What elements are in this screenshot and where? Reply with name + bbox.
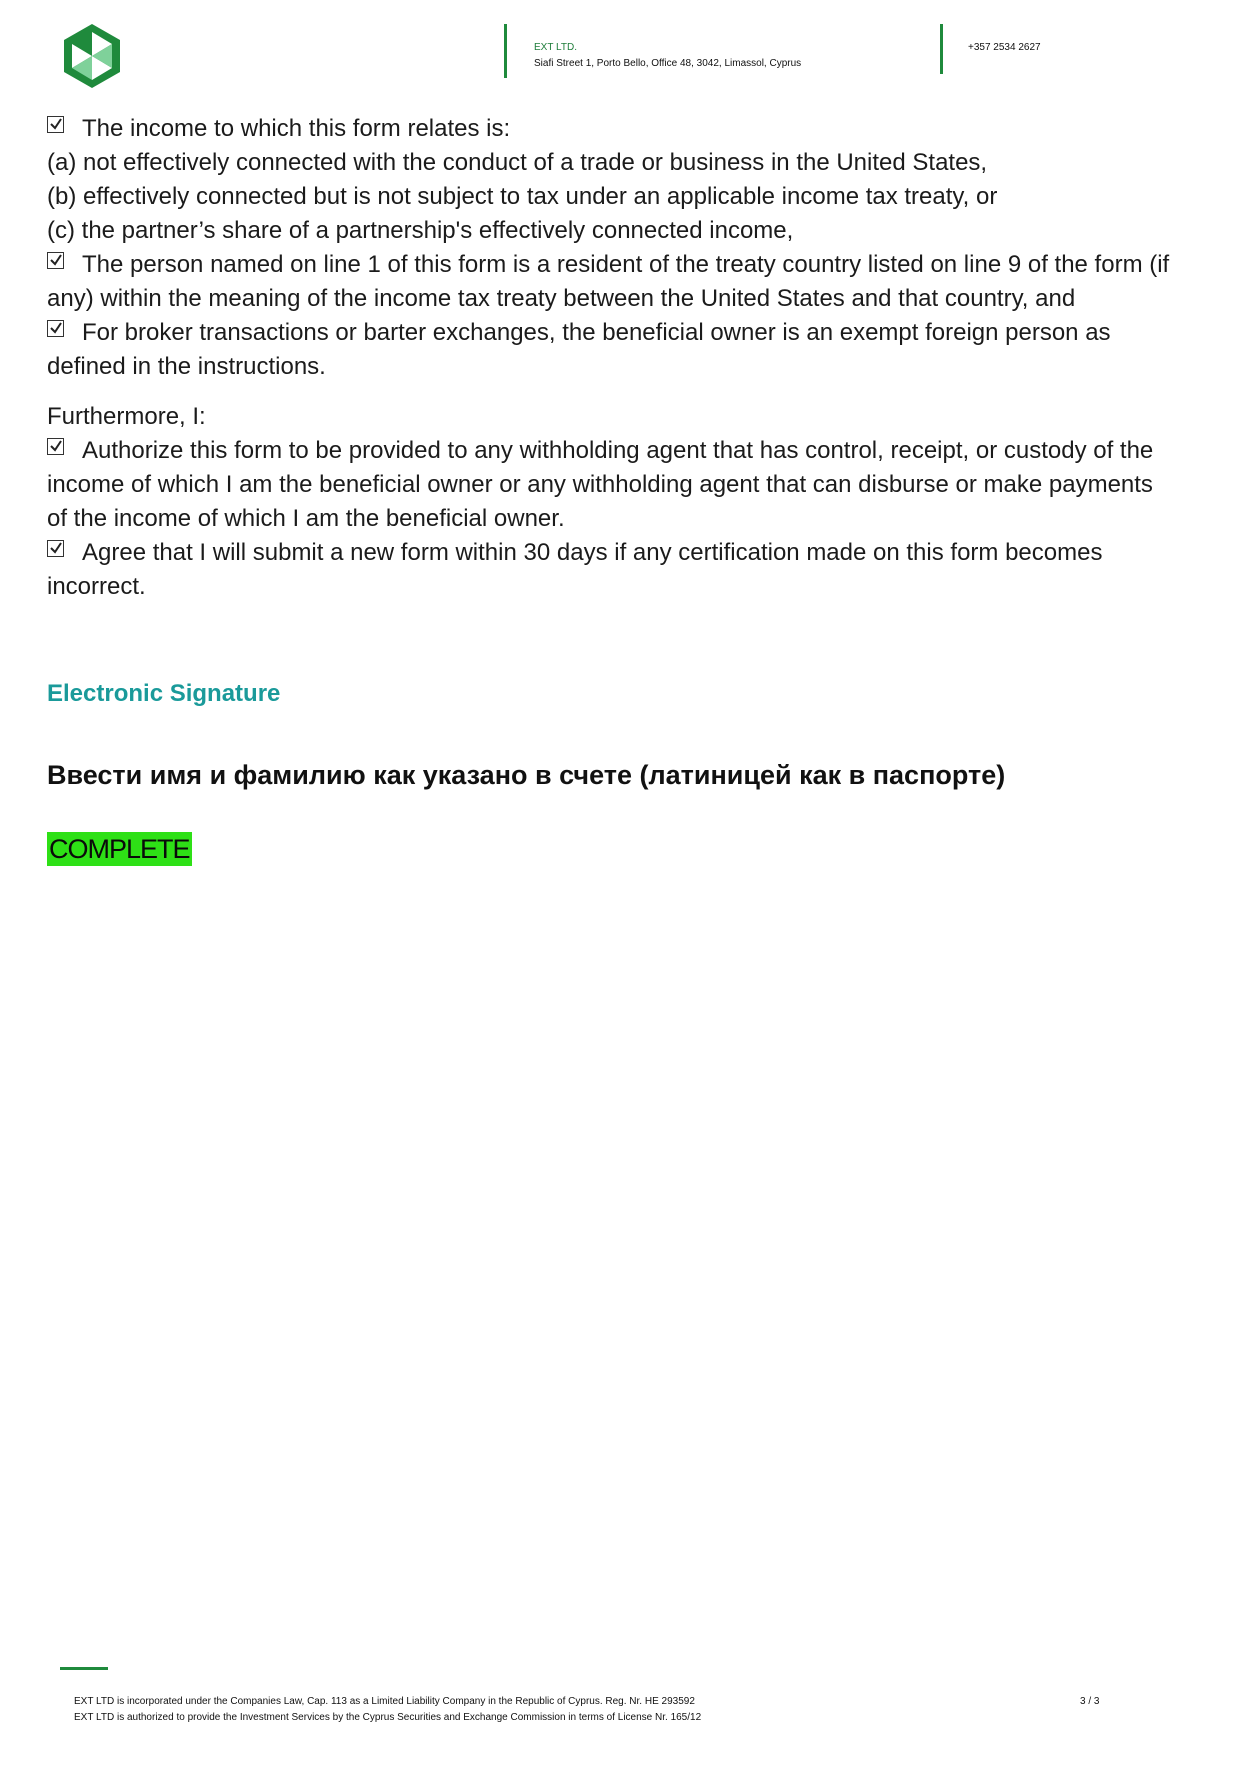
checkbox-checked-icon[interactable] [47,116,64,133]
checkbox-checked-icon[interactable] [47,438,64,455]
footer-legal-line-2: EXT LTD is authorized to provide the Investment Services by the Cyprus Securities and Exchange Commission in terms of License Nr. 165/12 [74,1712,702,1723]
ext-logo-icon [60,22,124,90]
income-option-a: (a) not effectively connected with the conduct of a trade or business in the United States, [47,149,988,176]
company-phone: +357 2534 2627 [968,42,1041,53]
broker-text: For broker transactions or barter exchanges, the beneficial owner is an exempt foreign person as defined in the instructions. [47,319,1111,380]
footer-legal-line-1: EXT LTD is incorporated under the Companies Law, Cap. 113 as a Limited Liability Company in the Republic of Cyprus. Reg. Nr. HE 293592 [74,1696,695,1707]
income-certification [47,112,1177,146]
page-footer [74,1694,701,1726]
resident-text: The person named on line 1 of this form is a resident of the treaty country listed on line 9 of the form (if any) within the meaning of the income tax treaty between the United States and that country, and [47,251,1170,312]
authorize-certification [47,434,1177,536]
resident-certification [47,248,1177,316]
authorize-text: Authorize this form to be provided to any withholding agent that has control, receipt, or custody of the income of which I am the beneficial owner or any withholding agent that can disburse or make payments of the income of which I am the beneficial owner. [47,437,1154,532]
electronic-signature-heading: Electronic Signature [47,680,281,707]
checkbox-checked-icon[interactable] [47,540,64,557]
header-divider [940,24,943,74]
furthermore-heading: Furthermore, I: [47,403,206,430]
certification-section [47,112,1177,604]
header-divider [504,24,507,78]
company-address: Siafi Street 1, Porto Bello, Office 48, 3042, Limassol, Cyprus [534,58,802,69]
agree-certification [47,536,1177,604]
company-name: EXT LTD. [534,42,577,53]
income-intro-text: The income to which this form relates is: [82,115,511,142]
signature-instruction: Ввести имя и фамилию как указано в счете (латиницей как в паспорте) [47,760,1006,790]
checkbox-checked-icon[interactable] [47,320,64,337]
page-header [0,0,1240,100]
income-option-c: (c) the partner’s share of a partnership's effectively connected income, [47,217,794,244]
checkbox-checked-icon[interactable] [47,252,64,269]
signature-status-badge: COMPLETE [49,834,190,864]
broker-certification [47,316,1177,384]
footer-divider [60,1667,108,1670]
income-option-b: (b) effectively connected but is not subject to tax under an applicable income tax treaty, or [47,183,998,210]
page-number: 3 / 3 [1080,1696,1100,1707]
agree-text: Agree that I will submit a new form within 30 days if any certification made on this form becomes incorrect. [47,539,1103,600]
